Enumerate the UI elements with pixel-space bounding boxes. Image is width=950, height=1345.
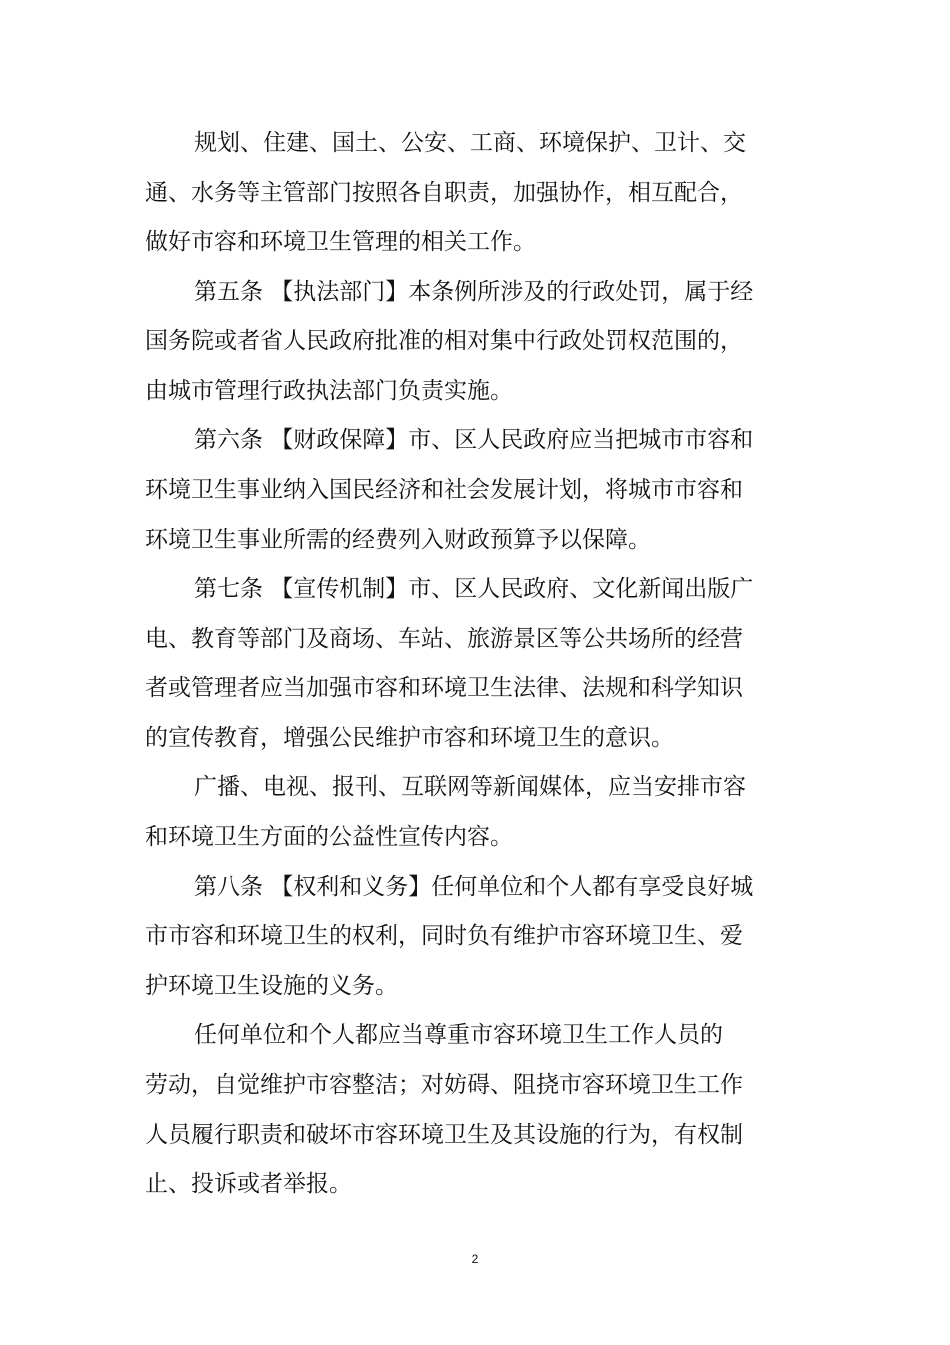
page-number: 2 bbox=[471, 1252, 479, 1266]
text-line: 电、教育等部门及商场、车站、旅游景区等公共场所的经营 bbox=[145, 626, 743, 652]
text-line: 广播、电视、报刊、互联网等新闻媒体，应当安排市容 bbox=[194, 774, 746, 800]
text-line: 由城市管理行政执法部门负责实施。 bbox=[145, 378, 513, 404]
text-line: 做好市容和环境卫生管理的相关工作。 bbox=[145, 229, 536, 255]
text-line: 人员履行职责和破坏市容环境卫生及其设施的行为，有权制 bbox=[145, 1122, 743, 1148]
text-line: 劳动，自觉维护市容整洁；对妨碍、阻挠市容环境卫生工作 bbox=[145, 1072, 743, 1098]
text-line: 环境卫生事业纳入国民经济和社会发展计划，将城市市容和 bbox=[145, 477, 743, 503]
text-line: 止、投诉或者举报。 bbox=[145, 1171, 352, 1197]
text-line: 的宣传教育，增强公民维护市容和环境卫生的意识。 bbox=[145, 725, 674, 751]
article-5-line: 第五条 【执法部门】本条例所涉及的行政处罚，属于经 bbox=[194, 279, 754, 305]
article-8-line: 第八条 【权利和义务】任何单位和个人都有享受良好城 bbox=[194, 874, 754, 900]
text-line: 者或管理者应当加强市容和环境卫生法律、法规和科学知识 bbox=[145, 675, 743, 701]
text-line: 通、水务等主管部门按照各自职责，加强协作，相互配合， bbox=[145, 180, 743, 206]
text-line: 规划、住建、国土、公安、工商、环境保护、卫计、交 bbox=[194, 130, 746, 156]
text-line: 环境卫生事业所需的经费列入财政预算予以保障。 bbox=[145, 527, 651, 553]
text-line: 护环境卫生设施的义务。 bbox=[145, 973, 398, 999]
article-6-line: 第六条 【财政保障】市、区人民政府应当把城市市容和 bbox=[194, 427, 754, 453]
text-line: 国务院或者省人民政府批准的相对集中行政处罚权范围的， bbox=[145, 328, 743, 354]
article-7-line: 第七条 【宣传机制】市、区人民政府、文化新闻出版广 bbox=[194, 576, 754, 602]
text-line: 任何单位和个人都应当尊重市容环境卫生工作人员的 bbox=[194, 1022, 723, 1048]
text-line: 和环境卫生方面的公益性宣传内容。 bbox=[145, 824, 513, 850]
text-line: 市市容和环境卫生的权利，同时负有维护市容环境卫生、爱 bbox=[145, 923, 743, 949]
